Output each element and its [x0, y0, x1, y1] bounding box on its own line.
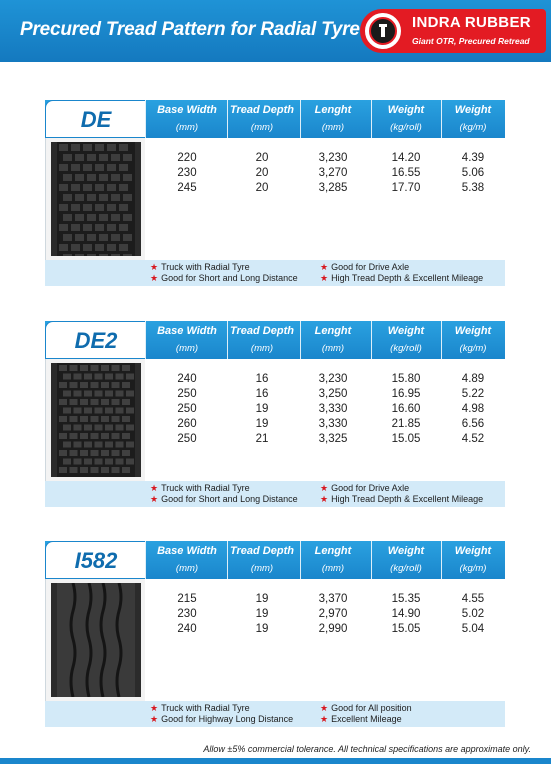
- model-name: DE2: [74, 328, 118, 353]
- table-row: 250 19 3,330 16.60 4.98: [177, 403, 485, 415]
- star-icon: ★: [150, 483, 159, 493]
- feature-item: ★ Good for Drive Axle: [320, 262, 410, 272]
- col-weight-m-unit: (kg/m): [459, 122, 487, 133]
- brand-tagline: Giant OTR, Precured Retread: [412, 36, 530, 46]
- col-length-unit: (mm): [321, 122, 345, 133]
- col-length-unit: (mm): [321, 343, 345, 354]
- star-icon: ★: [320, 714, 329, 724]
- table-row: 250 16 3,250 16.95 5.22: [177, 388, 485, 400]
- col-base-width-unit: (mm): [175, 563, 199, 574]
- feature-item: ★ Excellent Mileage: [320, 714, 402, 724]
- col-weight-m-unit: (kg/m): [459, 343, 487, 354]
- col-weight-roll: Weight: [387, 545, 425, 557]
- col-length: Lenght: [314, 104, 352, 116]
- feature-item: ★ High Tread Depth & Excellent Mileage: [320, 494, 484, 504]
- bottom-bar: [0, 758, 551, 764]
- star-icon: ★: [320, 262, 329, 272]
- spec-section-de: [45, 100, 505, 286]
- section-header: [45, 321, 505, 359]
- features-band: [45, 701, 505, 727]
- star-icon: ★: [150, 714, 159, 724]
- col-base-width-unit: (mm): [175, 122, 199, 133]
- tread-image: [45, 579, 145, 701]
- feature-item: ★ Good for Drive Axle: [320, 483, 410, 493]
- table-row: 245 20 3,285 17.70 5.38: [177, 182, 485, 194]
- tyre-tread-icon: [51, 142, 141, 256]
- tyre-tread-icon: [51, 583, 141, 697]
- tolerance-footnote: Allow ±5% commercial tolerance. All technical specifications are approximate only.: [203, 744, 531, 754]
- col-length: Lenght: [314, 545, 352, 557]
- feature-item: ★ Truck with Radial Tyre: [150, 262, 250, 272]
- col-weight-m: Weight: [454, 325, 492, 337]
- col-tread-depth-unit: (mm): [250, 563, 274, 574]
- table-row: 220 20 3,230 14.20 4.39: [177, 152, 485, 164]
- logo-emblem-icon: [363, 11, 403, 51]
- col-tread-depth: Tread Depth: [230, 545, 294, 557]
- spec-section-de2: [45, 321, 505, 507]
- section-header: [45, 100, 505, 138]
- col-tread-depth: Tread Depth: [230, 104, 294, 116]
- table-row: 230 19 2,970 14.90 5.02: [177, 608, 485, 620]
- col-base-width: Base Width: [157, 545, 217, 557]
- brand-name: INDRA RUBBER: [412, 14, 531, 31]
- table-row: 240 19 2,990 15.05 5.04: [177, 623, 485, 635]
- star-icon: ★: [320, 483, 329, 493]
- table-row: 240 16 3,230 15.80 4.89: [177, 373, 485, 385]
- col-weight-roll: Weight: [387, 325, 425, 337]
- star-icon: ★: [150, 262, 159, 272]
- col-base-width-unit: (mm): [175, 343, 199, 354]
- feature-item: ★ Good for Short and Long Distance: [150, 273, 298, 283]
- spec-section-i582: [45, 541, 505, 727]
- features-band: [45, 260, 505, 286]
- tread-image: [45, 359, 145, 481]
- star-icon: ★: [150, 494, 159, 504]
- col-weight-roll-unit: (kg/roll): [390, 343, 422, 354]
- col-weight-m: Weight: [454, 104, 492, 116]
- brand-logo: [360, 9, 546, 53]
- col-length-unit: (mm): [321, 563, 345, 574]
- feature-item: ★ Good for Short and Long Distance: [150, 494, 298, 504]
- feature-item: ★ Truck with Radial Tyre: [150, 483, 250, 493]
- features-band: [45, 481, 505, 507]
- col-weight-m-unit: (kg/m): [459, 563, 487, 574]
- feature-item: ★ Good for All position: [320, 703, 412, 713]
- star-icon: ★: [320, 703, 329, 713]
- col-weight-roll-unit: (kg/roll): [390, 563, 422, 574]
- feature-item: ★ Good for Highway Long Distance: [150, 714, 294, 724]
- col-weight-roll-unit: (kg/roll): [390, 122, 422, 133]
- table-row: 215 19 3,370 15.35 4.55: [177, 593, 485, 605]
- model-name: I582: [74, 548, 118, 573]
- model-name: DE: [80, 107, 112, 132]
- star-icon: ★: [150, 703, 159, 713]
- table-row: 250 21 3,325 15.05 4.52: [177, 433, 485, 445]
- col-weight-m: Weight: [454, 545, 492, 557]
- tyre-tread-icon: [51, 363, 141, 477]
- table-row: 260 19 3,330 21.85 6.56: [177, 418, 485, 430]
- col-base-width: Base Width: [157, 104, 217, 116]
- feature-item: ★ High Tread Depth & Excellent Mileage: [320, 273, 484, 283]
- star-icon: ★: [320, 494, 329, 504]
- col-base-width: Base Width: [157, 325, 217, 337]
- section-header: [45, 541, 505, 579]
- table-row: 230 20 3,270 16.55 5.06: [177, 167, 485, 179]
- col-weight-roll: Weight: [387, 104, 425, 116]
- star-icon: ★: [320, 273, 329, 283]
- tread-image: [45, 138, 145, 260]
- page-title: Precured Tread Pattern for Radial Tyre: [20, 19, 360, 40]
- col-length: Lenght: [314, 325, 352, 337]
- page-header: [0, 0, 551, 62]
- col-tread-depth: Tread Depth: [230, 325, 294, 337]
- col-tread-depth-unit: (mm): [250, 343, 274, 354]
- col-tread-depth-unit: (mm): [250, 122, 274, 133]
- star-icon: ★: [150, 273, 159, 283]
- feature-item: ★ Truck with Radial Tyre: [150, 703, 250, 713]
